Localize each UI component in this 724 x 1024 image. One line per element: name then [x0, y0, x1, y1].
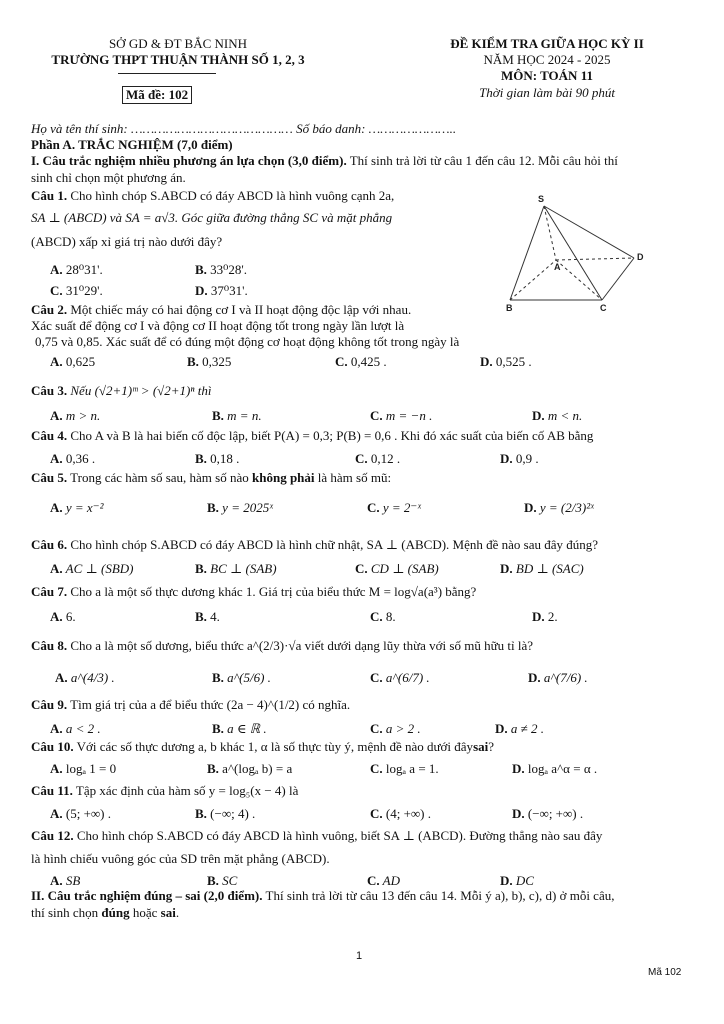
q7-option-c: C. 8.: [370, 609, 396, 624]
q6-option-c: C. CD ⊥ (SAB): [355, 561, 439, 576]
section2-line1: II. Câu trắc nghiệm đúng – sai (2,0 điểm). Thí sinh trả lời từ câu 13 đến câu 14. Mỗi ý a), b), c), d) ở mỗi câu,: [31, 888, 615, 903]
q7-option-a: A. 6.: [50, 609, 76, 624]
q2-line3: 0,75 và 0,85. Xác suất để có đúng một động cơ hoạt động không tốt trong ngày là: [35, 334, 460, 349]
q5-option-c: C. y = 2⁻ˣ: [367, 500, 421, 515]
q12-option-a: A. SB: [50, 873, 81, 888]
section2-title: II. Câu trắc nghiệm đúng – sai (2,0 điểm).: [31, 888, 263, 903]
q10-option-d: D. logₐ a^α = α .: [512, 761, 598, 776]
q2-line1: [31, 302, 411, 318]
section1-line1: [31, 153, 618, 169]
exam-code-box: Mã đề: 102: [122, 86, 192, 104]
q11-option-d: D. (−∞; +∞) .: [512, 806, 584, 821]
q10-option-c: C. logₐ a = 1.: [370, 761, 439, 776]
q1-label: Câu 1.: [31, 188, 68, 203]
q11-option-b: B. (−∞; 4) .: [195, 806, 256, 821]
q6-option-b: B. BC ⊥ (SAB): [195, 561, 277, 576]
q11-option-a: A. (5; +∞) .: [50, 806, 112, 821]
q4-text: Cho A và B là hai biến cố độc lập, biết P(A) = 0,3; P(B) = 0,6 . Khi đó xác suất của biến cố AB bằng: [70, 428, 594, 443]
section1-desc: Thí sinh trả lời từ câu 1 đến câu 12. Mỗi câu hỏi thí: [349, 153, 618, 168]
q6-option-d: D. BD ⊥ (SAC): [500, 561, 584, 576]
q8-option-d: D. a^(7/6) .: [528, 670, 588, 685]
q10-label: Câu 10.: [31, 739, 74, 754]
q4-option-c: C. 0,12 .: [355, 451, 401, 466]
q2-option-b: B. 0,325: [187, 354, 232, 369]
q12-text: Cho hình chóp S.ABCD có đáy ABCD là hình vuông, biết SA ⊥ (ABCD). Đường thẳng nào sau đây: [76, 828, 603, 843]
department-name: SỞ GD & ĐT BẮC NINH: [108, 36, 248, 51]
q3-option-a: A. m > n.: [50, 408, 101, 423]
q5-line: Câu 5. Trong các hàm số sau, hàm số nào không phải là hàm số mũ:: [31, 470, 392, 485]
q1-option-a: A. 28⁰31'.: [50, 262, 103, 277]
q7-text: Cho a là một số thực dương khác 1. Giá trị của biểu thức M = log√a(a³) bằng?: [70, 584, 477, 599]
q9-option-d: D. a ≠ 2 .: [495, 721, 545, 736]
page-number: 1: [356, 950, 363, 962]
q12-line2: là hình chiếu vuông góc của SD trên mặt phẳng (ABCD).: [31, 851, 330, 866]
q1-line3: (ABCD) xấp xỉ giá trị nào dưới đây?: [31, 234, 223, 249]
q4-option-a: A. 0,36 .: [50, 451, 96, 466]
q3-label: Câu 3.: [31, 383, 68, 398]
q1-option-d: D. 37⁰31'.: [195, 283, 248, 298]
q7-line: [31, 584, 476, 600]
q8-option-b: B. a^(5/6) .: [212, 670, 271, 685]
q7-option-d: D. 2.: [532, 609, 558, 624]
q2-label: Câu 2.: [31, 302, 68, 317]
q8-line: [31, 638, 533, 654]
student-info-line: Họ và tên thí sinh: …………………………………… Số báo danh: …………………..: [31, 121, 457, 136]
section1-line2: sinh chỉ chọn một phương án.: [31, 170, 186, 185]
q12-option-c: C. AD: [367, 873, 400, 888]
label-a: A: [554, 262, 561, 272]
q8-label: Câu 8.: [31, 638, 68, 653]
q10-option-a: A. logₐ 1 = 0: [50, 761, 117, 776]
school-year: NĂM HỌC 2024 - 2025: [483, 52, 611, 67]
label-s: S: [538, 194, 545, 204]
footer-code: Mã 102: [648, 967, 682, 978]
q1-option-b: B. 33⁰28'.: [195, 262, 247, 277]
label-d: D: [637, 252, 644, 262]
q4-option-b: B. 0,18 .: [195, 451, 240, 466]
q7-label: Câu 7.: [31, 584, 68, 599]
q9-option-b: B. a ∈ ℝ .: [212, 721, 267, 736]
section1-title: I. Câu trắc nghiệm nhiều phương án lựa chọn (3,0 điểm).: [31, 153, 347, 168]
q9-text: Tìm giá trị của a để biểu thức (2a − 4)^(1/2) có nghĩa.: [70, 697, 351, 712]
q6-label: Câu 6.: [31, 537, 68, 552]
q2-text: Một chiếc máy có hai động cơ I và II hoạt động độc lập với nhau.: [70, 302, 412, 317]
q10-line: Câu 10. Với các số thực dương a, b khác 1, α là số thực tùy ý, mệnh đề nào dưới đâysai?: [31, 739, 495, 754]
q3-option-d: D. m < n.: [532, 408, 583, 423]
section2-line2: thí sinh chọn đúng hoặc sai.: [31, 905, 180, 920]
subject: MÔN: TOÁN 11: [501, 68, 593, 83]
q9-option-c: C. a > 2 .: [370, 721, 421, 736]
q11-option-c: C. (4; +∞) .: [370, 806, 432, 821]
exam-title: ĐỀ KIỂM TRA GIỮA HỌC KỲ II: [450, 36, 644, 51]
q5-option-d: D. y = (2/3)²ˣ: [524, 500, 594, 515]
q9-line: [31, 697, 350, 713]
q2-option-d: D. 0,525 .: [480, 354, 532, 369]
q1-option-c: C. 31⁰29'.: [50, 283, 103, 298]
q8-option-c: C. a^(6/7) .: [370, 670, 430, 685]
q1-line2: SA ⊥ (ABCD) và SA = a√3. Góc giữa đường thẳng SC và mặt phẳng: [31, 210, 393, 225]
q4-option-d: D. 0,9 .: [500, 451, 539, 466]
q3-option-b: B. m = n.: [212, 408, 262, 423]
duration: Thời gian làm bài 90 phút: [479, 85, 615, 100]
q3-option-c: C. m = −n .: [370, 408, 433, 423]
q5-option-b: B. y = 2025ˣ: [207, 500, 273, 515]
q8-text: Cho a là một số dương, biểu thức a^(2/3)·√a viết dưới dạng lũy thừa với số mũ hữu tỉ là?: [70, 638, 533, 653]
q8-option-a: A. a^(4/3) .: [55, 670, 115, 685]
q3-text: Nếu (√2+1)ᵐ > (√2+1)ⁿ thì: [70, 383, 212, 398]
q9-option-a: A. a < 2 .: [50, 721, 101, 736]
q5-label: Câu 5.: [31, 470, 68, 485]
q12-option-b: B. SC: [207, 873, 238, 888]
q4-line: [31, 428, 593, 444]
part-a-title: Phần A. TRẮC NGHIỆM (7,0 điểm): [31, 137, 233, 152]
q12-line1: [31, 828, 602, 844]
q1-text: Cho hình chóp S.ABCD có đáy ABCD là hình vuông cạnh 2a,: [70, 188, 395, 203]
label-b: B: [506, 303, 513, 313]
q1-line1: [31, 188, 394, 204]
q11-line: [31, 783, 298, 799]
q10-option-b: B. a^(logₐ b) = a: [207, 761, 293, 776]
q6-line: [31, 537, 598, 553]
q12-option-d: D. DC: [500, 873, 534, 888]
school-name: TRƯỜNG THPT THUẬN THÀNH SỐ 1, 2, 3: [51, 52, 305, 67]
q11-text: Tập xác định của hàm số y = log₅(x − 4) là: [75, 783, 299, 798]
q5-option-a: A. y = x⁻²: [50, 500, 104, 515]
header-divider: [118, 73, 216, 74]
q11-label: Câu 11.: [31, 783, 73, 798]
pyramid-figure: [494, 190, 654, 315]
q3-line: [31, 383, 211, 399]
q7-option-b: B. 4.: [195, 609, 220, 624]
q4-label: Câu 4.: [31, 428, 68, 443]
q9-label: Câu 9.: [31, 697, 68, 712]
q6-text: Cho hình chóp S.ABCD có đáy ABCD là hình chữ nhật, SA ⊥ (ABCD). Mệnh đề nào sau đây đúng?: [70, 537, 599, 552]
q2-option-a: A. 0,625: [50, 354, 96, 369]
q2-line2: Xác suất để động cơ I và động cơ II hoạt động tốt trong ngày lần lượt là: [31, 318, 405, 333]
q6-option-a: A. AC ⊥ (SBD): [50, 561, 134, 576]
label-c: C: [600, 303, 607, 313]
q12-label: Câu 12.: [31, 828, 74, 843]
q2-option-c: C. 0,425 .: [335, 354, 387, 369]
